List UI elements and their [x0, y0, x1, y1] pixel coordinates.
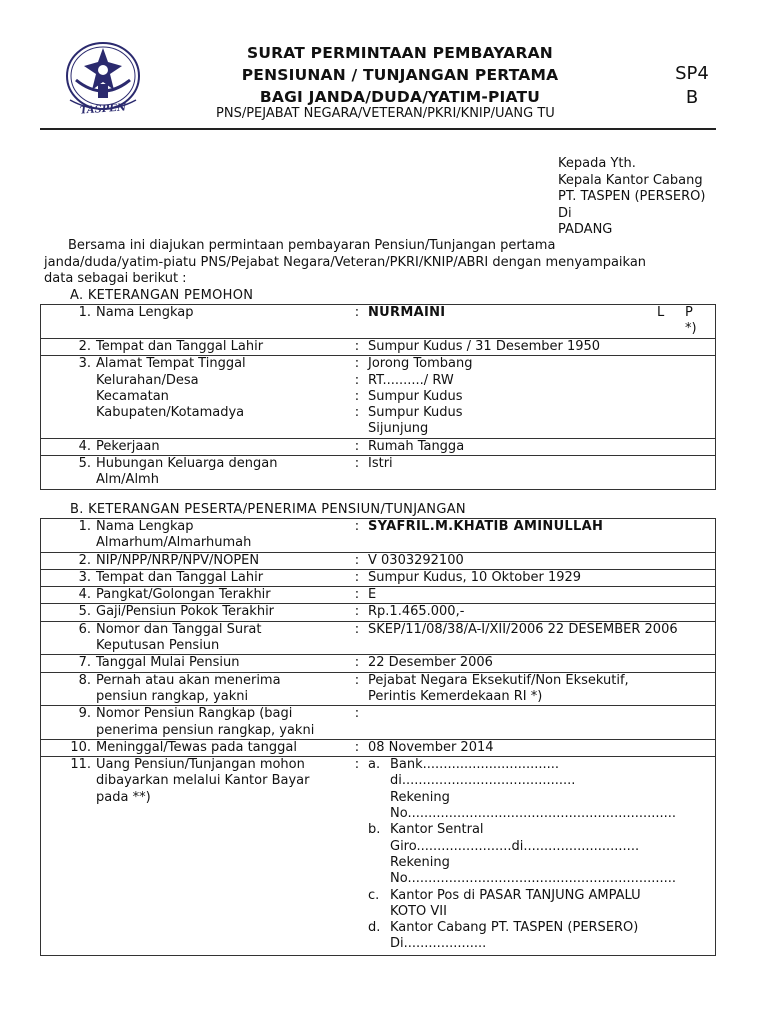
- address-line-4: Di: [558, 205, 572, 221]
- option-post-office: [368, 888, 715, 921]
- colon: :: [348, 438, 366, 455]
- row-label: [94, 519, 348, 553]
- row-label: [94, 456, 348, 490]
- option-key: c.: [368, 887, 380, 903]
- label-line: pada **): [96, 789, 151, 805]
- row-value: V 0303292100: [366, 552, 716, 569]
- label-line: pensiun rangkap, yakni: [96, 688, 249, 704]
- table-row: [41, 757, 716, 956]
- row-number: 8.: [41, 672, 95, 706]
- label-line: Hubungan Keluarga dengan: [96, 456, 278, 472]
- label-line: Almarhum/Almarhumah: [96, 535, 252, 551]
- row-label: Pangkat/Golongan Terakhir: [94, 587, 348, 604]
- table-row: [41, 552, 716, 569]
- option-key: a.: [368, 757, 381, 773]
- form-code-line-1: SP4: [675, 63, 709, 84]
- row-value: 22 Desember 2006: [366, 655, 716, 672]
- row-number: 4.: [41, 587, 95, 604]
- label-line: Alamat Tempat Tinggal: [96, 356, 246, 372]
- option-key: d.: [368, 920, 381, 936]
- intro-paragraph: [44, 238, 724, 288]
- colon: :: [348, 456, 366, 490]
- deceased-name: SYAFRIL.M.KHATIB AMINULLAH: [366, 519, 716, 553]
- option-line: Kantor Cabang PT. TASPEN (PERSERO): [390, 920, 639, 936]
- row-value: [366, 356, 716, 438]
- colon: :: [348, 305, 366, 339]
- row-value: SKEP/11/08/38/A-I/XII/2006 22 DESEMBER 2006: [366, 621, 716, 655]
- option-line: di..........................................: [390, 773, 576, 789]
- row-value: 08 November 2014: [366, 739, 716, 756]
- colon: :: [348, 339, 366, 356]
- row-label: [94, 356, 348, 438]
- option-line: Bank.................................: [390, 757, 560, 773]
- colon: :: [348, 604, 366, 621]
- recipient-address: [558, 156, 705, 239]
- label-line: Pernah atau akan menerima: [96, 672, 281, 688]
- colon: :: [348, 655, 366, 672]
- row-value: Rumah Tangga: [366, 438, 716, 455]
- row-number: 5.: [41, 604, 95, 621]
- colon: :: [348, 706, 366, 740]
- row-number: 9.: [41, 706, 95, 740]
- label-line: dibayarkan melalui Kantor Bayar: [96, 773, 310, 789]
- row-value: Sumpur Kudus, 10 Oktober 1929: [366, 569, 716, 586]
- row-value: E: [366, 587, 716, 604]
- row-value: [366, 672, 716, 706]
- row-label: NIP/NPP/NRP/NPV/NOPEN: [94, 552, 348, 569]
- option-line: Kantor Pos di PASAR TANJUNG AMPALU: [390, 887, 641, 903]
- label-line: Kabupaten/Kotamadya: [96, 405, 245, 421]
- row-number: 7.: [41, 655, 95, 672]
- option-line: Giro.......................di............................: [390, 838, 640, 854]
- table-row: [41, 655, 716, 672]
- section-a-heading: A. KETERANGAN PEMOHON: [70, 288, 254, 303]
- colon: :: [348, 569, 366, 586]
- row-number: 1.: [41, 519, 95, 553]
- value-line: RT........../ RW: [368, 372, 454, 388]
- table-row: [41, 569, 716, 586]
- table-row: [41, 587, 716, 604]
- logo-text: TASPEN: [79, 102, 127, 117]
- table-row: [41, 621, 716, 655]
- row-value: Istri: [366, 456, 716, 490]
- row-number: 10.: [41, 739, 95, 756]
- section-a-table: [40, 304, 716, 490]
- form-title: [180, 42, 620, 108]
- gender-p: P: [685, 305, 693, 320]
- row-number: 4.: [41, 438, 95, 455]
- title-line-1: SURAT PERMINTAAN PEMBAYARAN: [247, 44, 553, 62]
- label-line: Alm/Almh: [96, 472, 159, 488]
- option-line: KOTO VII: [390, 903, 447, 919]
- option-key: b.: [368, 822, 381, 838]
- label-line: Nomor Pensiun Rangkap (bagi: [96, 706, 293, 722]
- row-value: [366, 305, 716, 339]
- row-label: Pekerjaan: [94, 438, 348, 455]
- option-line: No.................................................................: [390, 806, 677, 822]
- table-row: [41, 604, 716, 621]
- row-label: Gaji/Pensiun Pokok Terakhir: [94, 604, 348, 621]
- row-number: 6.: [41, 621, 95, 655]
- option-line: Di....................: [390, 936, 487, 952]
- address-line-5: PADANG: [558, 222, 613, 237]
- row-value: Sumpur Kudus / 31 Desember 1950: [366, 339, 716, 356]
- row-label: Tempat dan Tanggal Lahir: [94, 569, 348, 586]
- value-line: Perintis Kemerdekaan RI *): [368, 688, 543, 704]
- table-row: [41, 339, 716, 356]
- row-number: 2.: [41, 339, 95, 356]
- colon: : : : :: [348, 356, 366, 438]
- gender-options: [657, 305, 715, 338]
- row-number: 11.: [41, 757, 95, 956]
- colon: :: [348, 757, 366, 956]
- label-line: Keputusan Pensiun: [96, 638, 220, 654]
- label-line: Uang Pensiun/Tunjangan mohon: [96, 757, 305, 773]
- option-line: No.................................................................: [390, 871, 677, 887]
- form-code: [668, 62, 716, 110]
- row-label: Meninggal/Tewas pada tanggal: [94, 739, 348, 756]
- table-row: [41, 438, 716, 455]
- header-divider: [40, 128, 716, 130]
- table-row: [41, 456, 716, 490]
- colon: :: [348, 587, 366, 604]
- label-line: Kecamatan: [96, 388, 169, 404]
- payment-options: [366, 757, 716, 956]
- colon: :: [348, 739, 366, 756]
- intro-line-2: janda/duda/yatim-piatu PNS/Pejabat Negara/Veteran/PKRI/KNIP/ABRI dengan menyampaikan: [44, 254, 647, 270]
- title-line-3: BAGI JANDA/DUDA/YATIM-PIATU: [259, 88, 541, 106]
- gender-note: *): [685, 321, 697, 337]
- section-b-table: [40, 518, 716, 956]
- colon: :: [348, 672, 366, 706]
- row-label: Nama Lengkap: [94, 305, 348, 339]
- row-value: Rp.1.465.000,-: [366, 604, 716, 621]
- value-line: Pejabat Negara Eksekutif/Non Eksekutif,: [368, 672, 629, 688]
- address-line-3: PT. TASPEN (PERSERO): [558, 189, 706, 204]
- row-number: 3.: [41, 569, 95, 586]
- row-label: [94, 621, 348, 655]
- value-line: Sumpur Kudus: [368, 388, 463, 404]
- title-line-2: PENSIUNAN / TUNJANGAN PERTAMA: [241, 66, 559, 84]
- option-giro: [368, 822, 715, 887]
- row-label: [94, 706, 348, 740]
- table-row: [41, 305, 716, 339]
- intro-line-1: Bersama ini diajukan permintaan pembayaran Pensiun/Tunjangan pertama: [68, 238, 556, 253]
- value-line: Sijunjung: [368, 421, 429, 437]
- row-label: Tempat dan Tanggal Lahir: [94, 339, 348, 356]
- label-line: Nama Lengkap: [96, 519, 194, 534]
- row-number: 2.: [41, 552, 95, 569]
- colon: :: [348, 519, 366, 553]
- row-label: [94, 757, 348, 956]
- table-row: [41, 739, 716, 756]
- row-number: 3.: [41, 356, 95, 438]
- option-bank: [368, 757, 715, 822]
- row-label: Tanggal Mulai Pensiun: [94, 655, 348, 672]
- option-line: Rekening: [390, 854, 450, 870]
- value-line: Sumpur Kudus: [368, 405, 463, 421]
- row-number: 1.: [41, 305, 95, 339]
- applicant-name: NURMAINI: [368, 305, 446, 320]
- form-subtitle: PNS/PEJABAT NEGARA/VETERAN/PKRI/KNIP/UANG TU: [216, 106, 555, 121]
- gender-l: L: [657, 305, 665, 320]
- option-line: Kantor Sentral: [390, 822, 484, 838]
- label-line: penerima pensiun rangkap, yakni: [96, 722, 315, 738]
- taspen-logo: [62, 40, 144, 124]
- colon: :: [348, 552, 366, 569]
- value-line: Jorong Tombang: [368, 356, 473, 372]
- table-row: [41, 356, 716, 438]
- row-label: [94, 672, 348, 706]
- option-line: Rekening: [390, 789, 450, 805]
- row-value: [366, 706, 716, 740]
- colon: :: [348, 621, 366, 655]
- address-line-1: Kepada Yth.: [558, 156, 636, 171]
- address-line-2: Kepala Kantor Cabang: [558, 172, 703, 188]
- form-code-line-2: B: [685, 87, 699, 108]
- option-branch-office: [368, 920, 715, 953]
- label-line: Kelurahan/Desa: [96, 372, 199, 388]
- intro-line-3: data sebagai berikut :: [44, 271, 187, 286]
- table-row: [41, 672, 716, 706]
- table-row: [41, 706, 716, 740]
- row-number: 5.: [41, 456, 95, 490]
- label-line: Nomor dan Tanggal Surat: [96, 621, 262, 637]
- table-row: [41, 519, 716, 553]
- section-b-heading: B. KETERANGAN PESERTA/PENERIMA PENSIUN/TUNJANGAN: [70, 502, 466, 517]
